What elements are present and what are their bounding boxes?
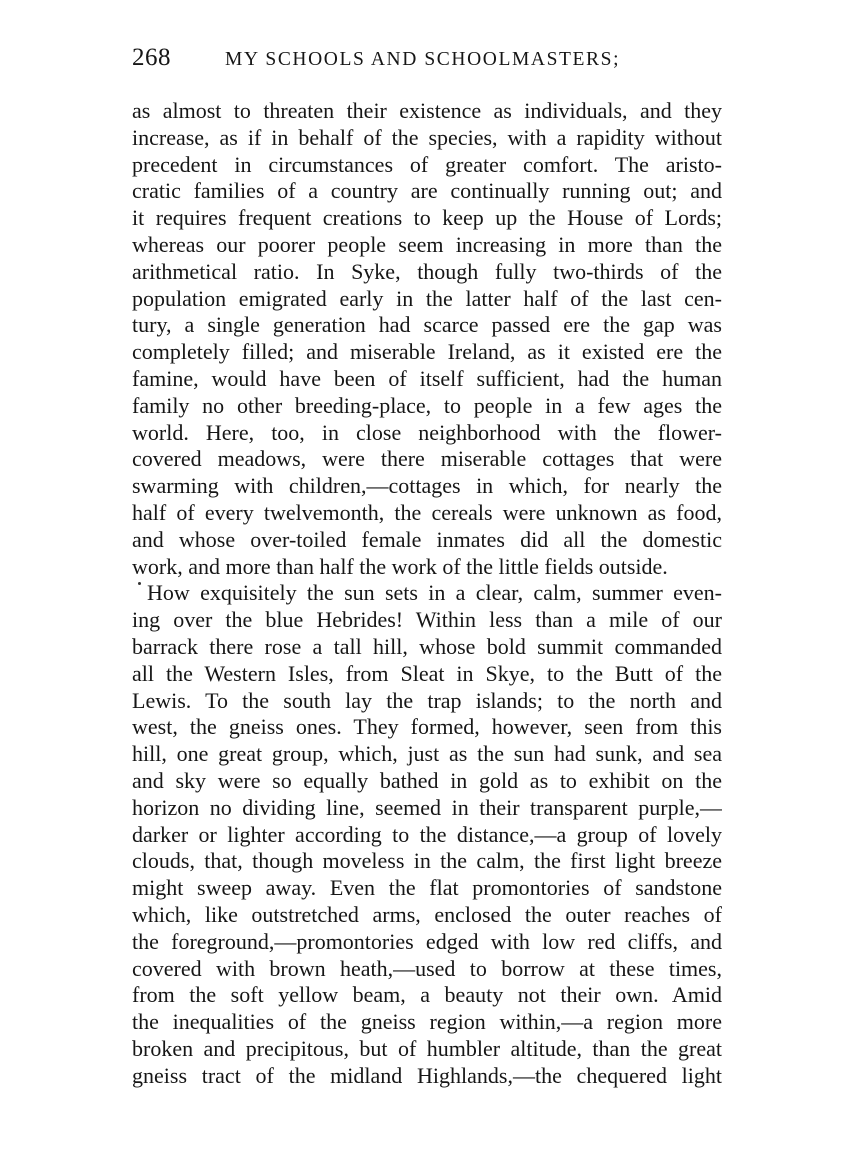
text-line: broken and precipitous, but of humbler altitude, than the great (132, 1035, 722, 1061)
text-line: arithmetical ratio. In Syke, though fully two-thirds of the (132, 258, 722, 284)
paragraph-end-line: work, and more than half the work of the little fields outside. (132, 553, 668, 579)
text-line: the inequalities of the gneiss region within,—a region more (132, 1009, 722, 1035)
text-line: and sky were so equally bathed in gold as to exhibit on the (132, 767, 722, 793)
text-line: gneiss tract of the midland Highlands,—the chequered light (132, 1062, 722, 1088)
text-line: increase, as if in behalf of the species, with a rapidity without (132, 124, 722, 150)
text-line: population emigrated early in the latter half of the last cen- (132, 285, 722, 311)
text-line: half of every twelvemonth, the cereals were unknown as food, (132, 499, 722, 525)
text-line: it requires frequent creations to keep up the House of Lords; (132, 205, 722, 231)
body-text (132, 98, 722, 1089)
text-line: all the Western Isles, from Sleat in Skye, to the Butt of the (132, 660, 722, 686)
page-number: 268 (132, 44, 171, 71)
text-line: ing over the blue Hebrides! Within less than a mile of our (132, 607, 722, 633)
text-line: barrack there rose a tall hill, whose bold summit commanded (132, 633, 722, 659)
text-line: Lewis. To the south lay the trap islands; to the north and (132, 687, 722, 713)
text-line: swarming with children,—cottages in which, for nearly the (132, 473, 722, 499)
running-title: MY SCHOOLS AND SCHOOLMASTERS; (225, 49, 621, 70)
text-line: the foreground,—promontories edged with low red cliffs, and (132, 928, 722, 954)
text-line: clouds, that, though moveless in the calm, the first light breeze (132, 848, 722, 874)
text-line: famine, would have been of itself sufficient, had the human (132, 365, 722, 391)
text-line: from the soft yellow beam, a beauty not their own. Amid (132, 982, 722, 1008)
paragraph-start-line: How exquisitely the sun sets in a clear, calm, summer even- (147, 580, 722, 606)
text-line: precedent in circumstances of greater comfort. The aristo- (132, 151, 722, 177)
text-line: hill, one great group, which, just as the sun had sunk, and sea (132, 741, 722, 767)
text-line: covered meadows, were there miserable cottages that were (132, 446, 722, 472)
text-line: which, like outstretched arms, enclosed the outer reaches of (132, 901, 722, 927)
text-line: as almost to threaten their existence as individuals, and they (132, 98, 722, 123)
text-line: whereas our poorer people seem increasing in more than the (132, 231, 722, 257)
text-line: and whose over-toiled female inmates did all the domestic (132, 526, 722, 552)
text-line: horizon no dividing line, seemed in their transparent purple,— (132, 794, 722, 820)
text-line: world. Here, too, in close neighborhood with the flower- (132, 419, 722, 445)
text-line: cratic families of a country are continually running out; and (132, 178, 722, 204)
text-line: covered with brown heath,—used to borrow at these times, (132, 955, 722, 981)
text-line: family no other breeding-place, to people in a few ages the (132, 392, 722, 418)
text-line: darker or lighter according to the distance,—a group of lovely (132, 821, 722, 847)
text-line: west, the gneiss ones. They formed, however, seen from this (132, 714, 722, 740)
text-line: might sweep away. Even the flat promontories of sandstone (132, 875, 722, 901)
text-line: tury, a single generation had scarce passed ere the gap was (132, 312, 722, 338)
text-line: completely filled; and miserable Ireland, as it existed ere the (132, 339, 722, 365)
running-head (132, 44, 722, 78)
